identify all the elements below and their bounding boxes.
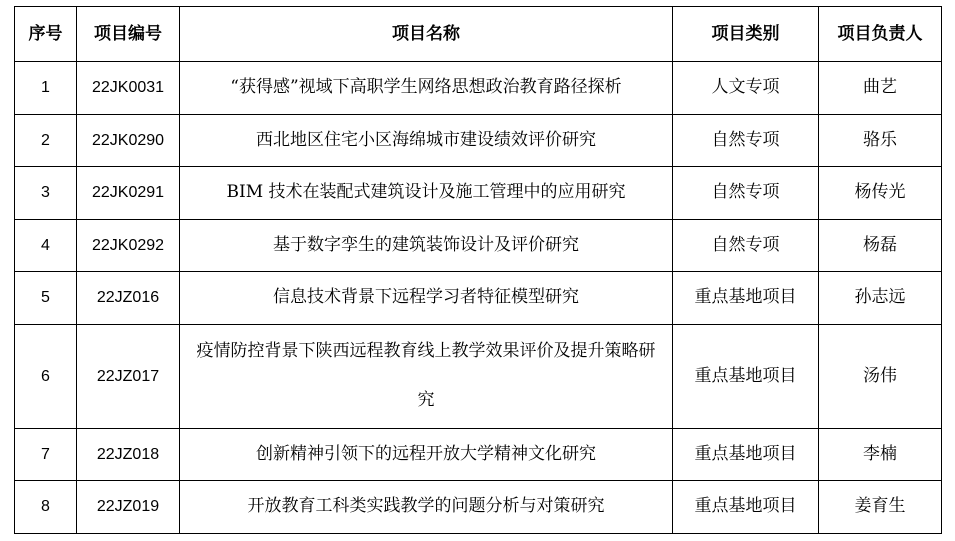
cell-name: 西北地区住宅小区海绵城市建设绩效评价研究 [180,114,673,167]
table-row [15,481,942,534]
cell-index: 7 [15,428,77,481]
table-row [15,272,942,325]
cell-code: 22JK0290 [77,114,180,167]
cell-owner: 曲艺 [819,62,942,115]
table-row [15,62,942,115]
cell-index: 2 [15,114,77,167]
cell-type: 重点基地项目 [673,428,819,481]
cell-index: 6 [15,324,77,428]
cell-name: 疫情防控背景下陕西远程教育线上教学效果评价及提升策略研究 [180,324,673,428]
cell-name: 创新精神引领下的远程开放大学精神文化研究 [180,428,673,481]
cell-type: 重点基地项目 [673,272,819,325]
cell-owner: 杨磊 [819,219,942,272]
cell-index: 5 [15,272,77,325]
cell-name: BIM 技术在装配式建筑设计及施工管理中的应用研究 [180,167,673,220]
header-owner: 项目负责人 [819,7,942,62]
cell-type: 自然专项 [673,167,819,220]
header-code: 项目编号 [77,7,180,62]
table-row [15,167,942,220]
project-table [14,6,942,534]
header-index: 序号 [15,7,77,62]
cell-owner: 杨传光 [819,167,942,220]
cell-code: 22JZ018 [77,428,180,481]
table-row [15,428,942,481]
cell-index: 3 [15,167,77,220]
cell-name: 开放教育工科类实践教学的问题分析与对策研究 [180,481,673,534]
table-row [15,114,942,167]
cell-index: 8 [15,481,77,534]
table-row [15,324,942,428]
cell-code: 22JZ017 [77,324,180,428]
cell-code: 22JK0291 [77,167,180,220]
cell-type: 重点基地项目 [673,324,819,428]
cell-code: 22JK0292 [77,219,180,272]
cell-type: 人文专项 [673,62,819,115]
cell-code: 22JK0031 [77,62,180,115]
header-row [15,7,942,62]
cell-owner: 李楠 [819,428,942,481]
header-name: 项目名称 [180,7,673,62]
cell-type: 自然专项 [673,219,819,272]
cell-name: 基于数字孪生的建筑装饰设计及评价研究 [180,219,673,272]
cell-owner: 姜育生 [819,481,942,534]
cell-type: 自然专项 [673,114,819,167]
cell-name: “获得感”视域下高职学生网络思想政治教育路径探析 [180,62,673,115]
cell-name: 信息技术背景下远程学习者特征模型研究 [180,272,673,325]
cell-owner: 汤伟 [819,324,942,428]
table-row [15,219,942,272]
table-container [14,6,942,534]
cell-owner: 骆乐 [819,114,942,167]
cell-code: 22JZ019 [77,481,180,534]
cell-index: 1 [15,62,77,115]
cell-code: 22JZ016 [77,272,180,325]
cell-type: 重点基地项目 [673,481,819,534]
header-type: 项目类别 [673,7,819,62]
cell-index: 4 [15,219,77,272]
cell-owner: 孙志远 [819,272,942,325]
